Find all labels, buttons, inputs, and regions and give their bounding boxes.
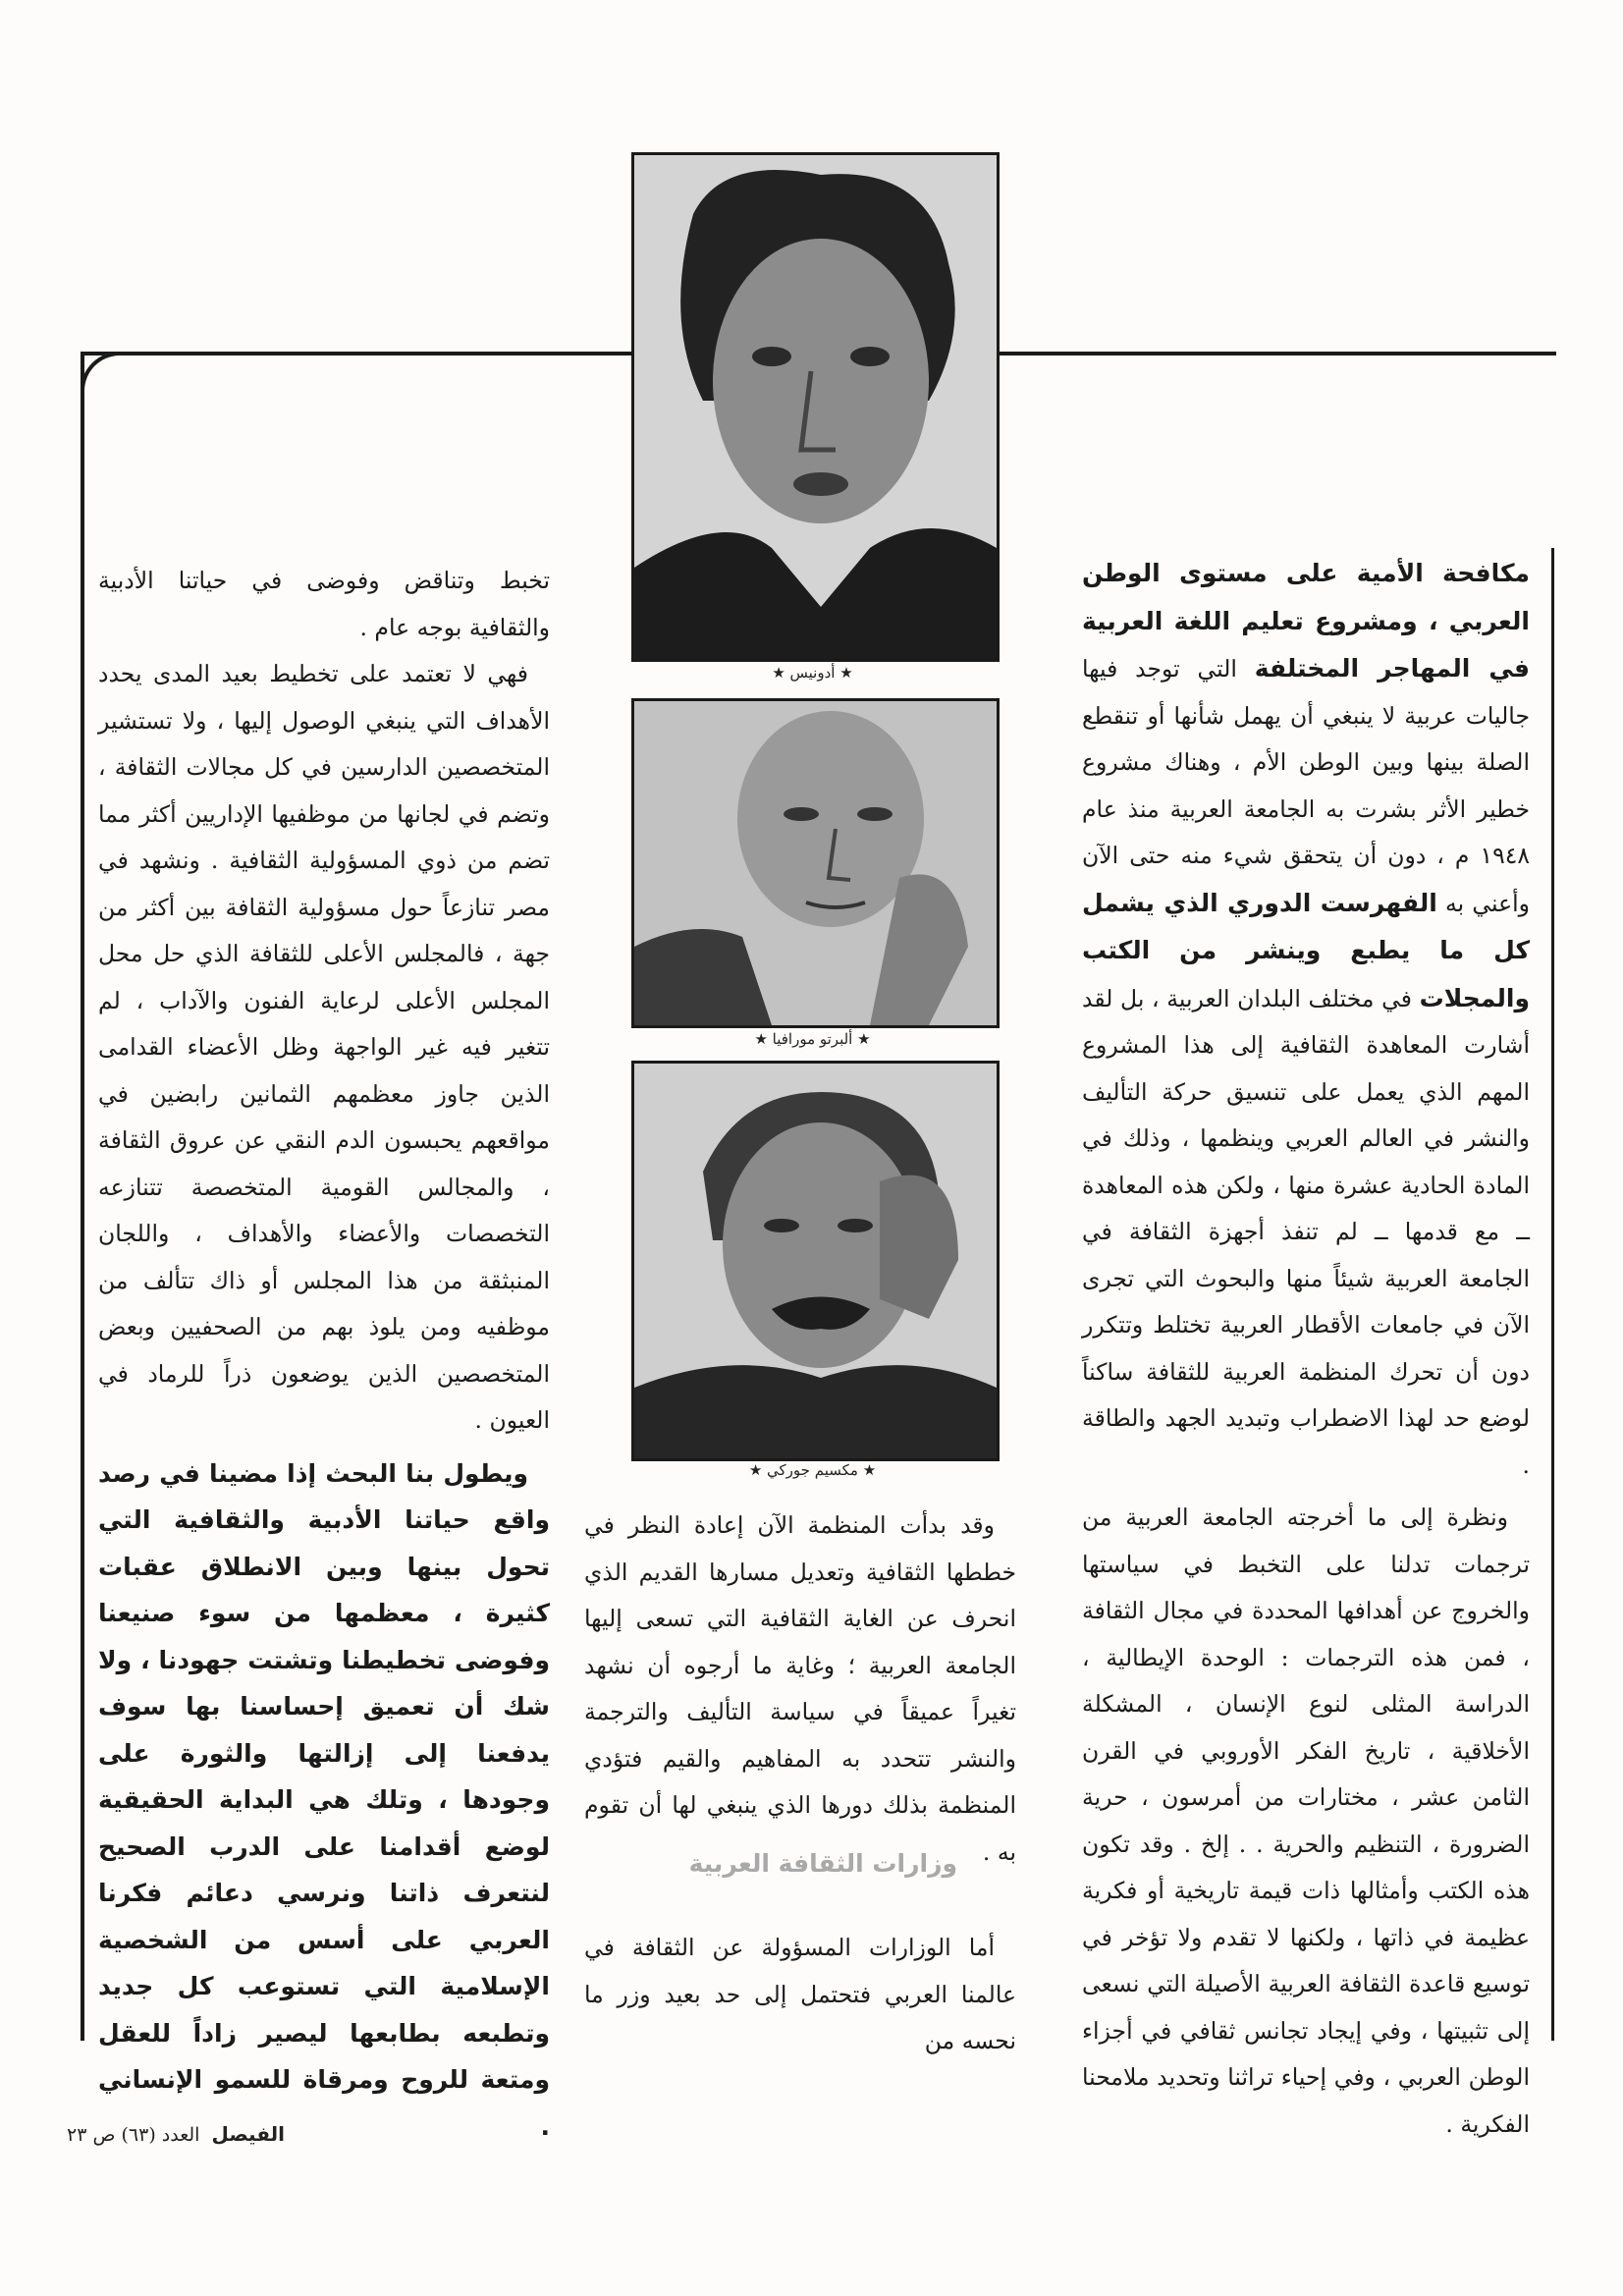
article-column-left xyxy=(98,558,550,2150)
right-paragraph-1 xyxy=(1082,550,1530,1489)
magazine-logo: الفيصل xyxy=(211,2122,285,2146)
photo-gorky xyxy=(631,1061,1000,1461)
left-paragraph-1: فهي لا تعتمد على تخطيط بعيد المدى يحدد الأهداف التي ينبغي الوصول إليها ، ولا تستشير المتخصصين الدارسين في كل مجالات الثقافة ، وتضم في لجانها من موظفيها الإداريين أكثر مما تضم من ذوي المسؤولية الثقافية . ونشهد في مصر تنازعاً حول مسؤولية الثقافة بين أكثر من جهة ، فالمجلس الأعلى للثقافة الذي حل محل المجلس الأعلى لرعاية الفنون والآداب ، لم تتغير فيه غير الواجهة وظل الأعضاء القدامى الذين جاوز معظمهم الثمانين رابضين في مواقعهم يحبسون الدم النقي عن عروق الثقافة ، والمجالس القومية المتخصصة تتنازعه التخصصات والأعضاء والأهداف ، واللجان المنبثقة من هذا المجلس أو ذاك تتألف من موظفيه ومن يلوذ بهم من الصحفيين وبعض المتخصصين الذين يوضعون ذراً للرماد في العيون . xyxy=(98,660,550,1434)
section-heading: وزارات الثقافة العربية xyxy=(688,1849,957,1878)
left-paragraph-0: تخبط وتناقض وفوضى في حياتنا الأدبية والثقافية بوجه عام . xyxy=(98,567,550,641)
article-column-middle-2 xyxy=(584,1925,1016,2065)
photo-adonis xyxy=(631,152,1000,662)
right-emphasis-1: مكافحة الأمية على مستوى الوطن العربي ، ومشروع تعليم اللغة العربية في المهاجر المختلفة xyxy=(1082,559,1531,683)
right-text-1: التي توجد فيها جاليات عربية لا ينبغي أن يهمل شأنها أو تنقطع الصلة بينها وبين الوطن الأم ، وهناك مشروع خطير الأثر بشرت به الجامعة العربية منذ عام ١٩٤٨ م ، دون أن يتحقق شيء منه حتى الآن وأعني به xyxy=(1082,655,1530,917)
right-text-2: في مختلف البلدان العربية ، بل لقد أشارت المعاهدة الثقافية إلى هذا المشروع المهم الذي يعمل على تنسيق حركة التأليف والنشر في العالم العربي وينظمها ، وذلك في المادة الحادية عشرة منها ، ولكن هذه المعاهدة ــ مع قدمها ــ لم تنفذ أجهزة الثقافة في الجامعة العربية شيئاً منها والبحوث التي تجرى الآن في جامعات الأقطار العربية تختلط وتتكرر دون أن تحرك المنظمة العربية للثقافة ساكناً لوضع حد لهذا الاضطراب وتبديد الجهد والطاقة . xyxy=(1082,984,1530,1479)
photo-adonis-caption: ★ أدونيس ★ xyxy=(772,664,853,682)
article-column-right xyxy=(1082,550,1530,2148)
middle-paragraph-2: أما الوزارات المسؤولة عن الثقافة في عالمنا العربي فتحتمل إلى حد بعيد وزر ما نحسه من xyxy=(584,1934,1016,2054)
right-paragraph-2: ونظرة إلى ما أخرجته الجامعة العربية من ترجمات تدلنا على التخبط في سياستها والخروج عن أهدافها المحددة في مجال الثقافة ، فمن هذه الترجمات : الوحدة الإيطالية ، الدراسة المثلى لنوع الإنسان ، المشكلة الأخلاقية ، تاريخ الفكر الأوروبي في القرن الثامن عشر ، مختارات من أمرسون ، حرية الضرورة ، التنظيم والحرية . . إلخ . وقد تكون هذه الكتب وأمثالها ذات قيمة تاريخية أو فكرية عظيمة في ذاتها ، ولكنها لا تقدم ولا تؤخر في توسيع قاعدة الثقافة العربية الأصيلة التي نسعى إلى تثبيتها ، وفي إيجاد تجانس ثقافي في أجزاء الوطن العربي ، وفي إحياء تراثنا وتحديد ملامحنا الفكرية . xyxy=(1082,1503,1530,2138)
frame-right-rule xyxy=(1551,548,1554,2041)
frame-left-rule xyxy=(81,352,84,2041)
frame-corner xyxy=(81,352,139,410)
middle-paragraph-1: وقد بدأت المنظمة الآن إعادة النظر في خططها الثقافية وتعديل مسارها القديم الذي انحرف عن الغاية الثقافية التي تسعى إليها الجامعة العربية ؛ وغاية ما أرجوه أن نشهد تغيراً عميقاً في سياسة التأليف والترجمة والنشر تتحدد به المفاهيم والقيم فتؤدي المنظمة بذلك دورها الذي ينبغي لها أن تقوم به . xyxy=(584,1511,1016,1866)
photo-moravia-caption: ★ ألبرتو مورافيا ★ xyxy=(754,1030,871,1048)
left-paragraph-2: ويطول بنا البحث إذا مضينا في رصد واقع حياتنا الأدبية والثقافية التي تحول بينها وبين الانطلاق عقبات كثيرة ، معظمها من سوء صنيعنا وفوضى تخطيطنا وتشتت جهودنا ، ولا شك أن تعميق إحساسنا بها سوف يدفعنا إلى إزالتها والثورة على وجودها ، وتلك هي البداية الحقيقية لوضع أقدامنا على الدرب الصحيح لنتعرف ذاتنا ونرسي دعائم فكرنا العربي على أسس من الشخصية الإسلامية التي تستوعب كل جديد وتطبعه بطابعها ليصير زاداً للعقل ومتعة للروح ومرقاة للسمو الإنساني . xyxy=(98,1458,550,2141)
right-emphasis-2: الفهرست الدوري الذي يشمل كل ما يطبع وينشر من الكتب والمجلات xyxy=(1082,888,1530,1012)
photo-gorky-caption: ★ مكسيم جوركي ★ xyxy=(748,1461,877,1479)
photo-moravia xyxy=(631,698,1000,1028)
issue-page-label: العدد (٦٣) ص ٢٣ xyxy=(67,2124,200,2146)
article-column-middle xyxy=(584,1503,1016,1876)
page-footer xyxy=(67,2122,285,2146)
